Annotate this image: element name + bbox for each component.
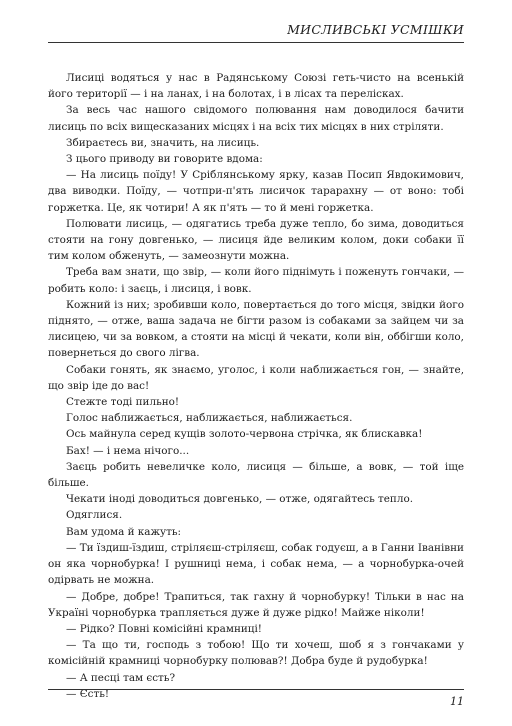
- paragraph: Стежте тоді пильно!: [66, 396, 180, 409]
- paragraph: Лисиці водяться у нас в Радянському Союзі геть-чисто на всенькій його території — і на ланах, і на болотах, і в лісах та перелісках.: [48, 72, 464, 101]
- paragraph: Голос наближається, наближається, наближається.: [66, 412, 353, 425]
- paragraph: Треба вам знати, що звір, — коли його піднімуть і поженуть гончаки, — робить коло: і заєць, і лисиця, і вовк.: [48, 266, 464, 295]
- book-title: МИСЛИВСЬКІ УСМІШКИ: [287, 22, 464, 37]
- running-header: [48, 22, 464, 43]
- page-number: 11: [450, 695, 464, 708]
- paragraph: Кожний із них; зробивши коло, повертається до того місця, звідки його піднято, — отже, ваша задача не бігти разом із собаками за зайцем чи за лисицею, чи за вовком, а стояти на місці й чекати, коли він, оббігши коло, повернеться до свого лігва.: [48, 298, 464, 360]
- paragraph: Одяглися.: [66, 509, 123, 522]
- paragraph: — Ти їздиш-їздиш, стріляєш-стріляєш, собак годуєш, а в Ганни Іванівни он яка чорнобурка! І рушниці нема, і собак нема, — а чорнобурка-очей одірвать не можна.: [48, 541, 464, 587]
- paragraph: Вам удома й кажуть:: [66, 525, 182, 538]
- paragraph: Бах! — і нема нічого...: [66, 444, 190, 457]
- paragraph: За весь час нашого свідомого полювання нам доводилося бачити лисиць по всіх вищесказаних місцях і на всіх тих місцях в них стріляти.: [48, 104, 464, 133]
- paragraph: — Добре, добре! Трапиться, так гахну й чорнобурку! Тільки в нас на Україні чорнобурка трапляється дуже й дуже рідко! Майже ніколи!: [48, 590, 464, 619]
- paragraph: — Єсть!: [66, 687, 110, 700]
- paragraph: Чекати іноді доводиться довгенько, — отже, одягайтесь тепло.: [66, 493, 414, 506]
- page-footer: [48, 689, 464, 708]
- paragraph: Ось майнула серед кущів золото-червона стрічка, як блискавка!: [66, 428, 423, 441]
- paragraph: — На лисиць поїду! У Сріблянському ярку, казав Посип Явдокимович, два виводки. Поїду, — чотпри-п'ять лисичок тарарахну — от воно: тобі горжетка. Це, як чотири! А як п'ять — то й мені горжетка.: [48, 169, 464, 214]
- paragraph: — Та що ти, господь з тобою! Що ти хочеш, шоб я з гончаками у комісійній крамниці чорнобурку полював?! Добра буде й рудобурка!: [48, 639, 464, 668]
- page-body: [48, 70, 464, 702]
- paragraph: Полювати лисиць, — одягатись треба дуже тепло, бо зима, доводиться стояти на гону довгенько, — лисиця йде великим колом, доки собаки її тим колом обженуть, — замеознути можна.: [48, 217, 464, 263]
- paragraph: Собаки гонять, як знаємо, уголос, і коли наближається гон, — знайте, що звір іде до вас!: [48, 363, 464, 392]
- paragraph: — А песці там єсть?: [66, 671, 176, 684]
- paragraph: З цього приводу ви говорите вдома:: [66, 153, 263, 166]
- paragraph: Заєць робить невеличке коло, лисиця — більше, а вовк, — той іще більше.: [48, 460, 464, 490]
- paragraph: — Рідко? Повні комісійні крамниці!: [66, 622, 262, 635]
- paragraph: Збираєтесь ви, значить, на лисиць.: [66, 136, 260, 149]
